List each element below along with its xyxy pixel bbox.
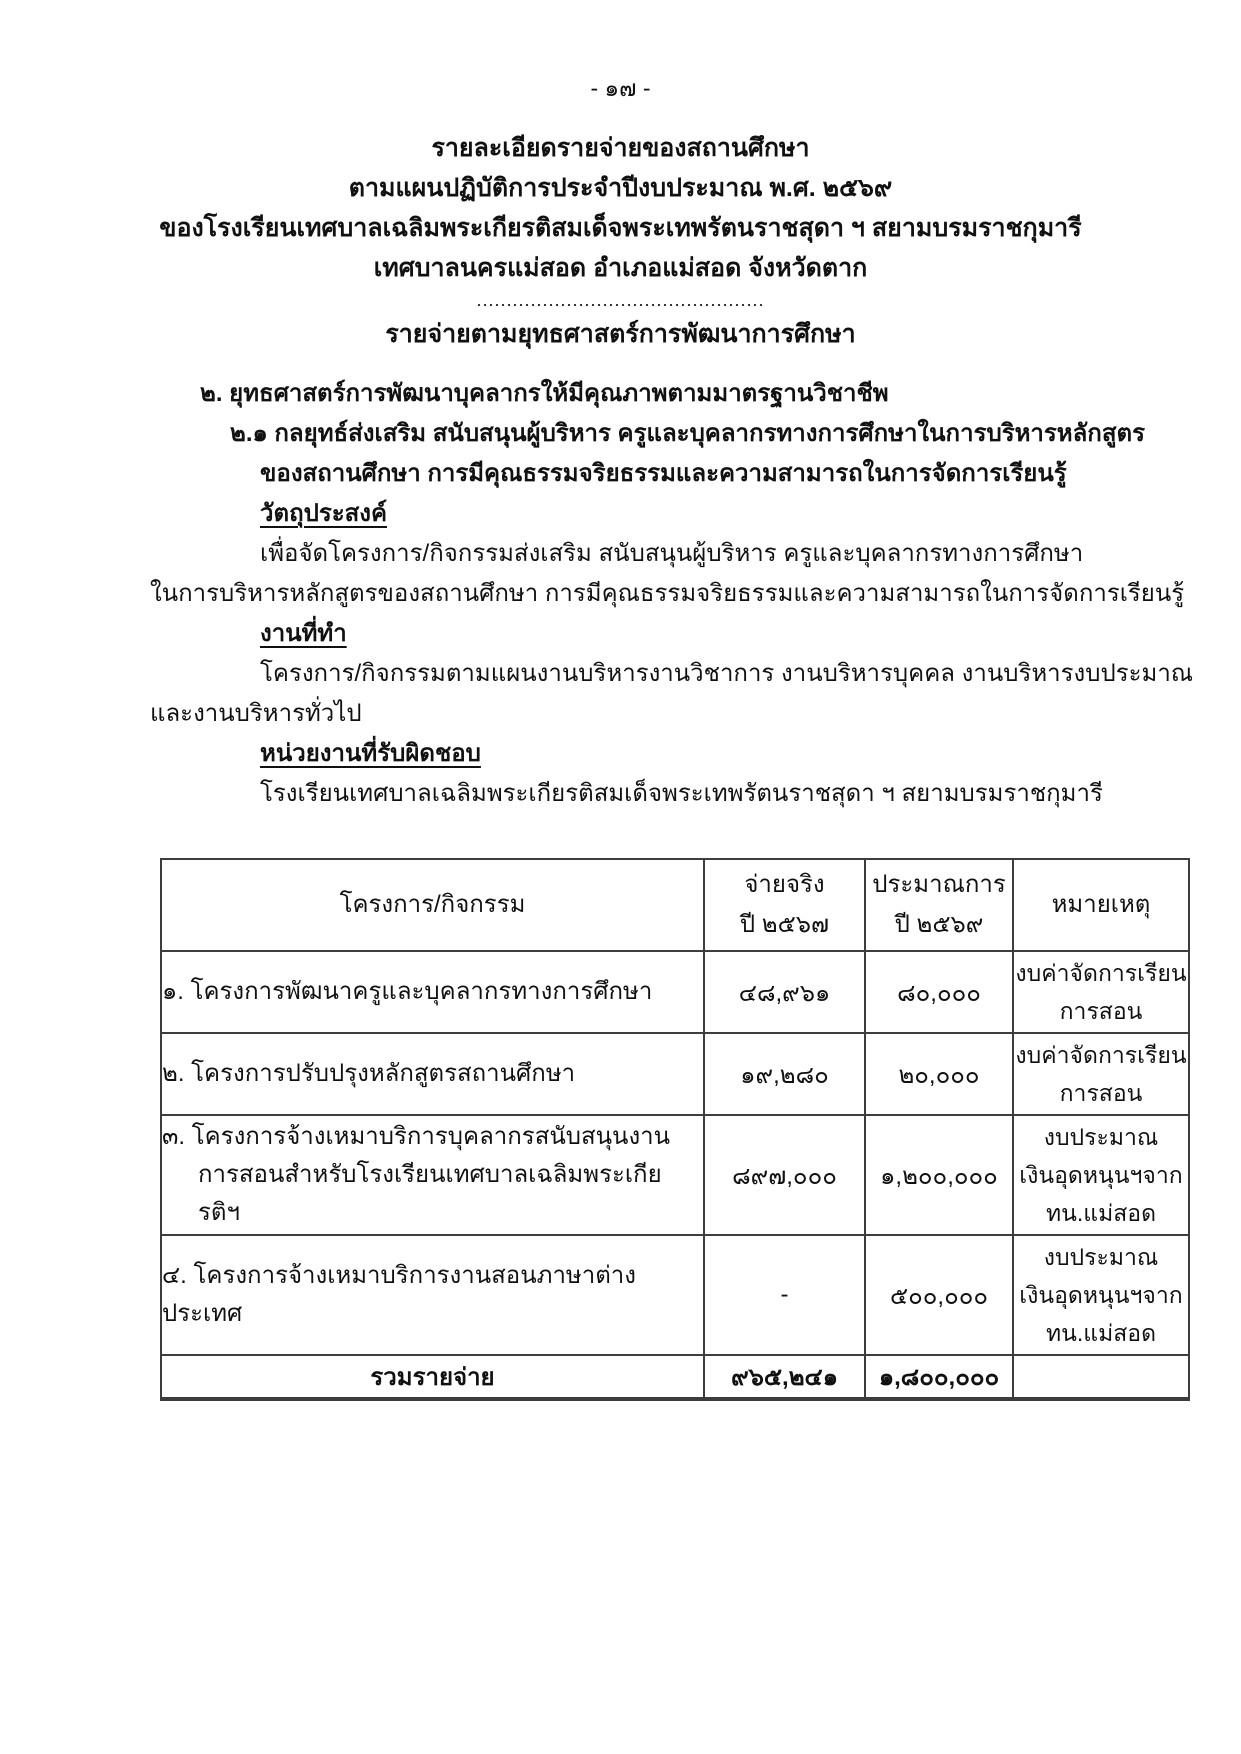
title-line-3: ของโรงเรียนเทศบาลเฉลิมพระเกียรติสมเด็จพระเทพรัตนราชสุดา ฯ สยามบรมราชกุมารี — [159, 214, 1082, 242]
remark-line: เงินอุดหนุนฯจาก — [1019, 1162, 1183, 1188]
project-cell — [161, 1115, 704, 1235]
remark-line: เงินอุดหนุนฯจาก — [1019, 1282, 1183, 1308]
remark-cell — [1013, 951, 1189, 1033]
total-estimate: ๑,๘๐๐,๐๐๐ — [865, 1355, 1013, 1399]
objective-heading-line — [260, 494, 1181, 534]
strategy-line-2: ๒.๑ กลยุทธ์ส่งเสริม สนับสนุนผู้บริหาร ครูและบุคลากรทางการศึกษาในการบริหารหลักสูตร — [230, 420, 1145, 447]
table-row — [161, 1235, 1189, 1355]
responsible-heading-line — [260, 734, 1181, 774]
dotted-divider: ................................................ — [476, 290, 765, 310]
estimate-cell: ๕๐๐,๐๐๐ — [865, 1235, 1013, 1355]
section-heading: รายจ่ายตามยุทธศาสตร์การพัฒนาการศึกษา — [385, 320, 856, 348]
total-remark — [1013, 1355, 1189, 1399]
tasks-line-2: และงานบริหารทั่วไป — [150, 700, 362, 727]
tasks-line-1: โครงการ/กิจกรรมตามแผนงานบริหารงานวิชาการ งานบริหารบุคคล งานบริหารงบประมาณ — [260, 660, 1194, 687]
actual-cell: - — [704, 1235, 865, 1355]
table-total-row — [161, 1355, 1189, 1399]
tasks-heading: งานที่ทำ — [260, 620, 347, 647]
table-row — [161, 1115, 1189, 1235]
actual-cell: ๔๘,๙๖๑ — [704, 951, 865, 1033]
project-cell: ๔. โครงการจ้างเหมาบริการงานสอนภาษาต่างประเทศ — [161, 1235, 704, 1355]
header-actual-line-1: จ่ายจริง — [744, 871, 825, 898]
remark-line: งบค่าจัดการเรียน — [1015, 960, 1187, 986]
remark-cell — [1013, 1235, 1189, 1355]
remark-line: การสอน — [1059, 1080, 1143, 1106]
header-actual-line-2: ปี ๒๕๖๗ — [739, 911, 830, 938]
actual-cell: ๘๙๗,๐๐๐ — [704, 1115, 865, 1235]
actual-cell: ๑๙,๒๘๐ — [704, 1033, 865, 1115]
objective-line-1: เพื่อจัดโครงการ/กิจกรรมส่งเสริม สนับสนุนผู้บริหาร ครูและบุคลากรทางการศึกษา — [260, 540, 1084, 567]
header-actual — [704, 859, 865, 951]
remark-cell — [1013, 1115, 1189, 1235]
estimate-cell: ๑,๒๐๐,๐๐๐ — [865, 1115, 1013, 1235]
project-cell: ๒. โครงการปรับปรุงหลักสูตรสถานศึกษา — [161, 1033, 704, 1115]
document-title — [150, 128, 1091, 288]
title-line-4: เทศบาลนครแม่สอด อำเภอแม่สอด จังหวัดตาก — [373, 254, 868, 282]
project-line: ๓. โครงการจ้างเหมาบริการบุคลากรสนับสนุนงาน — [162, 1123, 671, 1150]
header-estimate-line-1: ประมาณการ — [872, 871, 1006, 898]
strategy-line-1: ๒. ยุทธศาสตร์การพัฒนาบุคลากรให้มีคุณภาพตามมาตรฐานวิชาชีพ — [200, 380, 889, 407]
objective-line-2: ในการบริหารหลักสูตรของสถานศึกษา การมีคุณธรรมจริยธรรมและความสามารถในการจัดการเรียนรู้ — [150, 580, 1185, 607]
remark-line: งบค่าจัดการเรียน — [1015, 1042, 1187, 1068]
title-line-1: รายละเอียดรายจ่ายของสถานศึกษา — [431, 134, 810, 162]
title-line-2: ตามแผนปฏิบัติการประจำปีงบประมาณ พ.ศ. ๒๕๖๙ — [348, 174, 893, 202]
remark-cell — [1013, 1033, 1189, 1115]
strategy-line-3: ของสถานศึกษา การมีคุณธรรมจริยธรรมและความสามารถในการจัดการเรียนรู้ — [260, 460, 1067, 487]
budget-table — [160, 858, 1190, 1401]
header-estimate-line-2: ปี ๒๕๖๙ — [894, 911, 984, 938]
estimate-cell: ๘๐,๐๐๐ — [865, 951, 1013, 1033]
header-estimate — [865, 859, 1013, 951]
remark-line: ทน.แม่สอด — [1045, 1320, 1157, 1346]
tasks-heading-line — [260, 614, 1181, 654]
page-number: - ๑๗ - — [590, 75, 651, 101]
responsible-heading: หน่วยงานที่รับผิดชอบ — [260, 740, 481, 767]
project-cell: ๑. โครงการพัฒนาครูและบุคลากรทางการศึกษา — [161, 951, 704, 1033]
body-text — [150, 374, 1194, 814]
total-actual: ๙๖๕,๒๔๑ — [704, 1355, 865, 1399]
remark-line: งบประมาณ — [1043, 1244, 1159, 1270]
header-project: โครงการ/กิจกรรม — [161, 859, 704, 951]
table-row — [161, 951, 1189, 1033]
remark-line: ทน.แม่สอด — [1045, 1200, 1157, 1226]
total-label: รวมรายจ่าย — [161, 1355, 704, 1399]
remark-line: งบประมาณ — [1043, 1124, 1159, 1150]
table-header-row — [161, 859, 1189, 951]
remark-line: การสอน — [1059, 998, 1143, 1024]
table-row — [161, 1033, 1189, 1115]
responsible-line-1: โรงเรียนเทศบาลเฉลิมพระเกียรติสมเด็จพระเทพรัตนราชสุดา ฯ สยามบรมราชกุมารี — [260, 780, 1103, 807]
project-line: การสอนสำหรับโรงเรียนเทศบาลเฉลิมพระเกียรติฯ — [198, 1161, 662, 1226]
estimate-cell: ๒๐,๐๐๐ — [865, 1033, 1013, 1115]
objective-heading: วัตถุประสงค์ — [260, 500, 388, 527]
header-remark: หมายเหตุ — [1013, 859, 1189, 951]
